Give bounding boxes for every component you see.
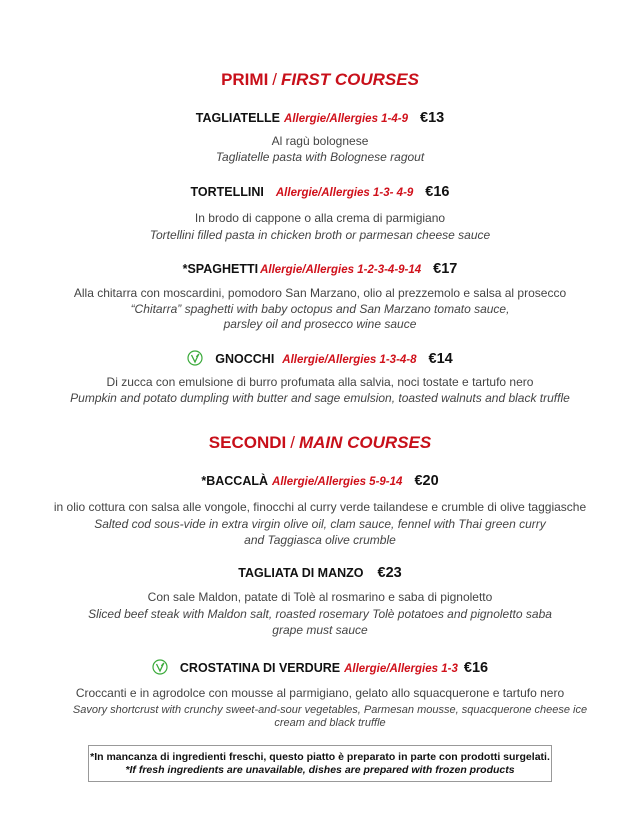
vegetarian-leaf-icon: [152, 659, 168, 675]
dish-title: *SPAGHETTI Allergie/Allergies 1-2-3-4-9-14 €17: [182, 261, 458, 277]
dish-desc-en: Savory shortcrust with crunchy sweet-and-sour vegetables, Parmesan mousse, squacquerone cheese ice: [72, 704, 588, 716]
dish-desc-en: “Chitarra” spaghetti with baby octopus and San Marzano tomato sauce,: [130, 302, 510, 316]
section-heading-primi: PRIMI / FIRST COURSES: [221, 70, 419, 89]
dish-desc-it: Di zucca con emulsione di burro profumata alla salvia, noci tostate e tartufo nero: [106, 375, 534, 389]
dish-desc-en: Sliced beef steak with Maldon salt, roasted rosemary Tolè potatoes and pignoletto saba: [88, 607, 552, 621]
dish-title: TAGLIATA DI MANZO €23: [238, 565, 402, 581]
dish-desc-en: grape must sauce: [272, 623, 368, 637]
dish-title: *BACCALÀ Allergie/Allergies 5-9-14 €20: [201, 473, 439, 489]
dish-desc-it: Croccanti e in agrodolce con mousse al parmigiano, gelato allo squacquerone e tartufo nero: [75, 686, 565, 700]
dish-desc-en: Tagliatelle pasta with Bolognese ragout: [215, 150, 425, 164]
dish-desc-en: Pumpkin and potato dumpling with butter and sage emulsion, toasted walnuts and black truffle: [70, 391, 570, 405]
dish-desc-it: in olio cottura con salsa alle vongole, finocchi al curry verde tailandese e crumble di olive taggiasche: [53, 500, 587, 514]
dish-desc-en: and Taggiasca olive crumble: [244, 533, 396, 547]
dish-desc-it: Alla chitarra con moscardini, pomodoro San Marzano, olio al prezzemolo e salsa al prosecco: [73, 286, 567, 300]
dish-title: TAGLIATELLE Allergie/Allergies 1-4-9 €13: [195, 110, 445, 126]
footnote-it: *In mancanza di ingredienti freschi, questo piatto è preparato in parte con prodotti surgelati.: [90, 751, 550, 763]
dish-title: CROSTATINA DI VERDURE Allergie/Allergies 1-3 €16: [0, 659, 640, 677]
dish-desc-en: Tortellini filled pasta in chicken broth or parmesan cheese sauce: [149, 228, 491, 242]
dish-desc-it: Con sale Maldon, patate di Tolè al rosmarino e saba di pignoletto: [147, 590, 493, 604]
dish-desc-en: cream and black truffle: [274, 717, 386, 729]
dish-desc-it: Al ragù bolognese: [271, 134, 369, 148]
footnote-en: *If fresh ingredients are unavailable, dishes are prepared with frozen products: [125, 764, 515, 776]
dish-desc-en: parsley oil and prosecco wine sauce: [223, 317, 417, 331]
section-heading-secondi: SECONDI / MAIN COURSES: [208, 433, 432, 452]
dish-title: TORTELLINI Allergie/Allergies 1-3- 4-9 €16: [190, 184, 450, 200]
dish-desc-en: Salted cod sous-vide in extra virgin olive oil, clam sauce, fennel with Thai green curry: [94, 517, 546, 531]
vegetarian-leaf-icon: [187, 350, 203, 366]
dish-desc-it: In brodo di cappone o alla crema di parmigiano: [194, 211, 446, 225]
dish-title: GNOCCHI Allergie/Allergies 1-3-4-8 €14: [0, 350, 640, 368]
